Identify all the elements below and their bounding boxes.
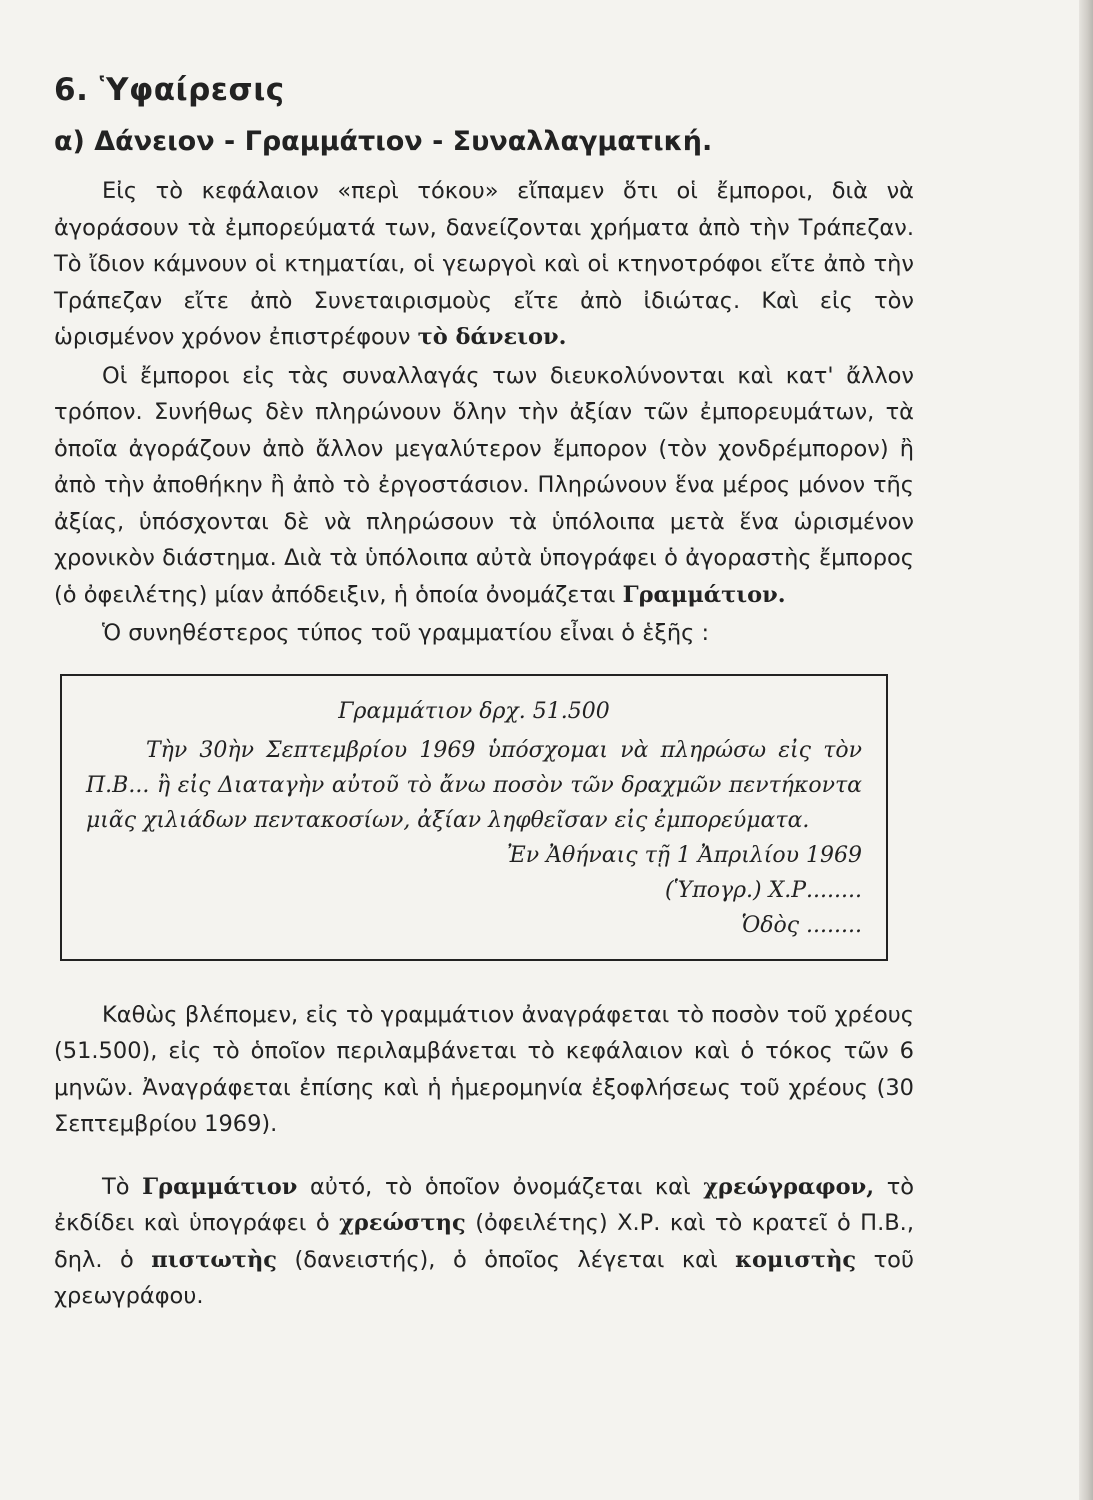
p5-a: Τὸ	[102, 1173, 130, 1200]
paragraph-3: Ὁ συνηθέστερος τύπος τοῦ γραμματίου εἶναι ὁ ἑξῆς :	[102, 620, 710, 646]
paragraph-1-text: Εἰς τὸ κεφάλαιον «περὶ τόκου» εἴπαμεν ὅτι οἱ ἔμποροι, διὰ νὰ ἀγοράσουν τὰ ἐμπορεύματά των, δανείζονται χρήματα ἀπὸ τὴν Τράπεζαν. Τὸ ἴδιον κάμνουν οἱ κτηματίαι, οἱ γεωργοὶ καὶ οἱ κτηνοτρόφοι εἴτε ἀπὸ τὴν Τράπεζαν εἴτε ἀπὸ Συνεταιρισμοὺς εἴτε ἀπὸ ἰδιώτας. Καὶ εἰς τὸν ὡρισμένον χρόνον ἐπιστρέφουν	[54, 178, 914, 350]
term-komistis: κομιστὴς	[735, 1246, 857, 1273]
paragraph-1	[54, 173, 914, 356]
p5-f: (δανειστής), ὁ ὁποῖος λέγεται καὶ	[294, 1246, 718, 1273]
note-place-date: Ἐν Ἀθήναις τῇ 1 Ἀπριλίου 1969	[506, 842, 862, 868]
p5-c: αὐτό, τὸ ὁποῖον ὀνομάζεται καὶ	[309, 1173, 691, 1200]
term-grammation-2: Γραμμάτιον	[142, 1173, 298, 1200]
term-grammation: Γραμμάτιον.	[622, 581, 786, 608]
p5-d: τὸ ἐκδίδει καὶ ὑπογράφει ὁ	[54, 1173, 915, 1236]
note-signature: (Ὑπογρ.) Χ.Ρ........	[664, 877, 862, 903]
term-chreostis: χρεώστης	[339, 1210, 466, 1236]
note-text: Τὴν 30ὴν Σεπτεμβρίου 1969 ὑπόσχομαι νὰ πληρώσω εἰς τὸν Π.Β... ἢ εἰς Διαταγὴν αὐτοῦ τὸ ἄνω ποσὸν τῶν δραχμῶν πεντήκοντα μιᾶς χιλιάδων πεντακοσίων, ἀξίαν ληφθεῖσαν εἰς ἐμπορεύματα.	[86, 737, 862, 833]
section-title: 6. Ὑφαίρεσις	[54, 72, 285, 108]
paragraph-5	[54, 1169, 914, 1315]
note-street: Ὁδὸς ........	[741, 912, 862, 938]
term-pistotis: πιστωτὴς	[151, 1246, 278, 1273]
paragraph-2	[54, 358, 914, 614]
paragraph-2-text: Οἱ ἔμποροι εἰς τὰς συναλλαγάς των διευκολύνονται καὶ κατ' ἄλλον τρόπον. Συνήθως δὲν πληρώνουν ὅλην τὴν ἀξίαν τῶν ἐμπορευμάτων, τὰ ὁποῖα ἀγοράζουν ἀπὸ ἄλλον μεγαλύτερον ἔμπορον (τὸν χονδρέμπορον) ἢ ἀπὸ τὴν ἀποθήκην ἢ ἀπὸ τὸ ἐργοστάσιον. Πληρώνουν ἕνα μέρος μόνον τῆς ἀξίας, ὑπόσχονται δὲ νὰ πληρώσουν τὰ ὑπόλοιπα μετὰ ἕνα ὡρισμένον χρονικὸν διάστημα. Διὰ τὰ ὑπόλοιπα αὐτὰ ὑπογράφει ὁ ἀγοραστὴς ἔμπορος (ὁ ὀφειλέτης) μίαν ἀπόδειξιν, ἡ ὁποία ὀνομάζεται	[54, 362, 914, 608]
term-chreografon: χρεώγραφον,	[703, 1173, 875, 1200]
p5-g: τοῦ χρεωγράφου.	[54, 1246, 914, 1309]
p5-e: (ὀφειλέτης) Χ.Ρ. καὶ τὸ κρατεῖ ὁ Π.Β., δηλ. ὁ	[54, 1210, 914, 1273]
term-daneion: τὸ δάνειον.	[417, 324, 567, 350]
note-heading: Γραμμάτιον δρχ. 51.500	[338, 698, 610, 724]
page-content	[54, 72, 914, 1315]
promissory-note-box	[60, 674, 888, 961]
paragraph-4: Καθὼς βλέπομεν, εἰς τὸ γραμμάτιον ἀναγράφεται τὸ ποσὸν τοῦ χρέους (51.500), εἰς τὸ ὁποῖον περιλαμβάνεται τὸ κεφάλαιον καὶ ὁ τόκος τῶν 6 μηνῶν. Ἀναγράφεται ἐπίσης καὶ ἡ ἡμερομηνία ἐξοφλήσεως τοῦ χρέους (30 Σεπτεμβρίου 1969).	[54, 1001, 914, 1137]
page-edge	[1079, 0, 1093, 1500]
subsection-title: α) Δάνειον - Γραμμάτιον - Συναλλαγματική.	[54, 126, 713, 157]
